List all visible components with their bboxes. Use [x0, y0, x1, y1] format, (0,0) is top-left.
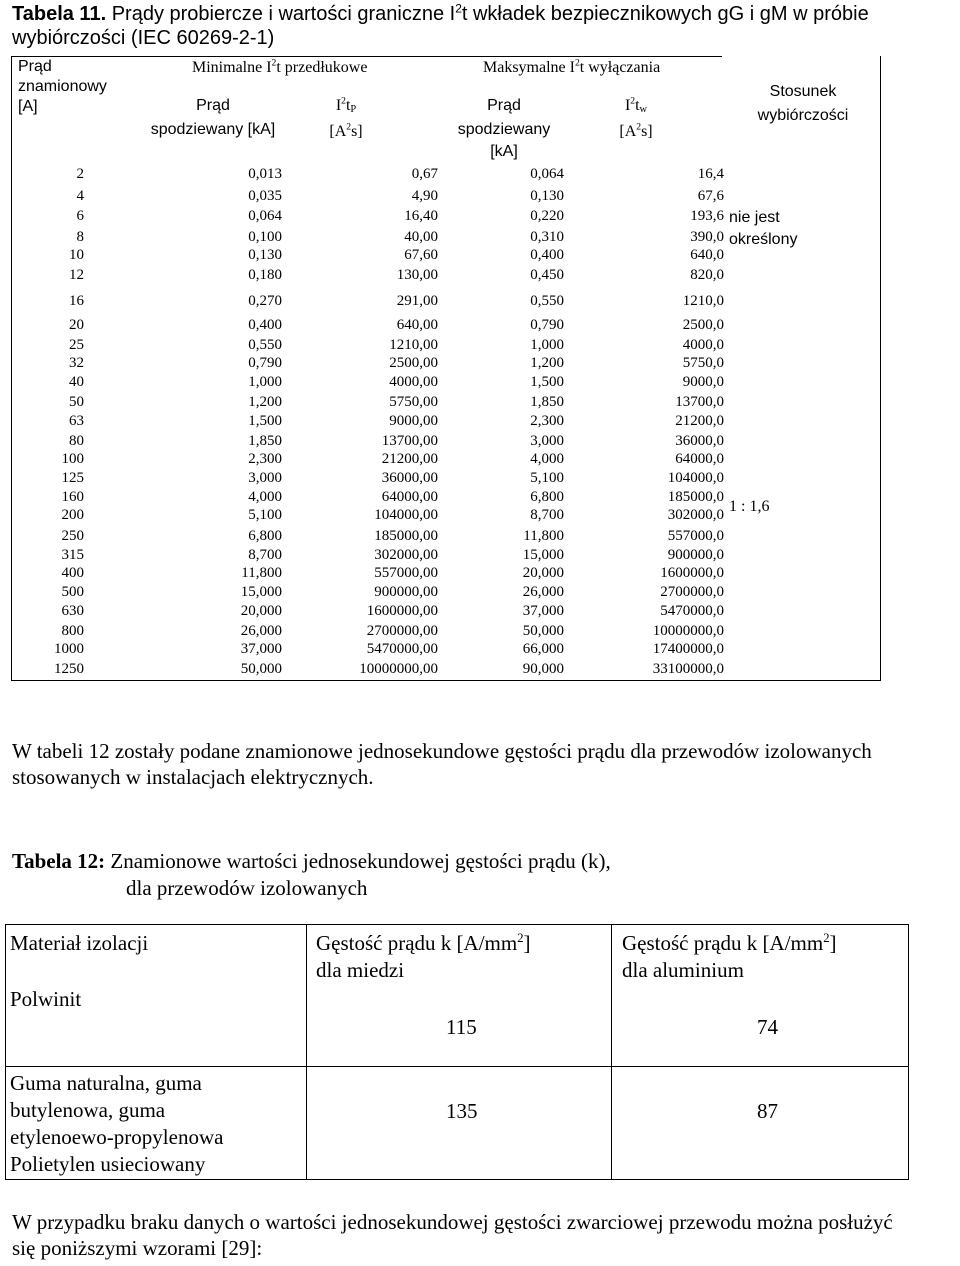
table11-right-border — [880, 56, 881, 681]
prospective-current-operating: 1,850 — [530, 394, 564, 410]
prospective-current-prearc: 0,130 — [248, 247, 282, 263]
i2tp-value: 4000,00 — [389, 374, 438, 390]
table12-bottom-border — [5, 1179, 909, 1180]
header-max-i2t-operating: Maksymalne $I^2t$ wyłączania — [483, 57, 661, 76]
rated-current: 80 — [69, 433, 84, 449]
i2tw-value: 13700,0 — [675, 394, 724, 410]
rated-current: 100 — [61, 451, 84, 467]
table12-header-aluminium: Gęstość prądu k $[A/mm^2]$ dla aluminium — [622, 931, 837, 982]
rated-current: 50 — [69, 394, 84, 410]
table11-caption-label: Tabela 11. — [12, 3, 107, 25]
rated-current: 16 — [69, 293, 84, 309]
i2tw-value: 21200,0 — [675, 413, 724, 429]
i2tw-value: 17400000,0 — [652, 641, 724, 657]
rated-current: 25 — [69, 337, 84, 353]
i2tw-value: 4000,0 — [682, 337, 724, 353]
table12-row-divider — [5, 1066, 909, 1067]
table12-header-copper: Gęstość prądu k $[A/mm^2]$ dla miedzi — [316, 931, 531, 982]
rated-current: 500 — [61, 584, 84, 600]
prospective-current-prearc: 1,200 — [248, 394, 282, 410]
i2tw-value: 10000000,0 — [652, 623, 724, 639]
table12-caption-label: Tabela 12: — [12, 849, 106, 873]
i2tw-value: 64000,0 — [675, 451, 724, 467]
rated-current: 32 — [69, 355, 84, 371]
rated-current: 400 — [61, 565, 84, 581]
i2tw-value: 5750,0 — [682, 355, 724, 371]
table12-col-divider-2 — [611, 924, 612, 1180]
prospective-current-operating: 3,000 — [530, 433, 564, 449]
i2tp-value: 104000,00 — [374, 507, 438, 523]
prospective-current-operating: 1,200 — [530, 355, 564, 371]
rated-current: 315 — [61, 547, 84, 563]
i2tp-value: 302000,00 — [374, 547, 438, 563]
header-rated-current: Prąd znamionowy [A] — [18, 58, 107, 115]
i2tp-value: 0,67 — [411, 166, 438, 182]
prospective-current-operating: 66,000 — [522, 641, 564, 657]
i2tw-value: 302000,0 — [667, 507, 724, 523]
rated-current: 2 — [76, 166, 84, 182]
i2tw-value: 185000,0 — [667, 489, 724, 505]
prospective-current-prearc: 8,700 — [248, 547, 282, 563]
i2tp-value: 16,40 — [404, 208, 438, 224]
i2tw-value: 390,0 — [690, 229, 724, 245]
prospective-current-prearc: 0,180 — [248, 267, 282, 283]
prospective-current-operating: 37,000 — [522, 603, 564, 619]
prospective-current-operating: 5,100 — [530, 470, 564, 486]
prospective-current-prearc: 0,013 — [248, 166, 282, 182]
prospective-current-operating: 0,400 — [530, 247, 564, 263]
rated-current: 160 — [61, 489, 84, 505]
rated-current: 40 — [69, 374, 84, 390]
prospective-current-operating: 0,550 — [530, 293, 564, 309]
rated-current: 8 — [76, 229, 84, 245]
prospective-current-operating: 0,130 — [530, 188, 564, 204]
table12-caption: Tabela 12: Znamionowe wartości jednosekundowej gęstości prądu (k), dla przewodów izolowanych — [12, 849, 611, 900]
i2tw-value: 5470000,0 — [660, 603, 724, 619]
ratio-1-1-6: 1 : 1,6 — [729, 498, 770, 515]
header-selectivity-ratio: Stosunek wybiórczości — [757, 83, 849, 124]
i2tp-value: 640,00 — [396, 317, 438, 333]
prospective-current-operating: 8,700 — [530, 507, 564, 523]
prospective-current-prearc: 4,000 — [248, 489, 282, 505]
i2tp-value: 10000000,00 — [359, 661, 438, 677]
prospective-current-prearc: 0,790 — [248, 355, 282, 371]
prospective-current-operating: 50,000 — [522, 623, 564, 639]
rated-current: 10 — [69, 247, 84, 263]
prospective-current-prearc: 20,000 — [240, 603, 282, 619]
paragraph-1: W tabeli 12 zostały podane znamionowe jednosekundowe gęstości prądu dla przewodów izolowanych stosowanych w instalacjach elektrycznych. — [12, 739, 872, 789]
prospective-current-prearc: 11,800 — [241, 565, 282, 581]
prospective-current-prearc: 0,064 — [248, 208, 282, 224]
table11-left-border — [11, 56, 12, 681]
rated-current: 630 — [61, 603, 84, 619]
prospective-current-operating: 0,064 — [530, 166, 564, 182]
rated-current: 200 — [61, 507, 84, 523]
i2tp-value: 64000,00 — [381, 489, 438, 505]
prospective-current-operating: 1,000 — [530, 337, 564, 353]
prospective-current-prearc: 50,000 — [240, 661, 282, 677]
table12-row1-material: Polwinit — [10, 987, 82, 1011]
prospective-current-prearc: 26,000 — [240, 623, 282, 639]
prospective-current-operating: 0,450 — [530, 267, 564, 283]
i2tw-value: 2700000,0 — [660, 584, 724, 600]
table12-row2-material: Guma naturalna, guma butylenowa, guma etylenoewo-propylenowa Polietylen usieciowany — [10, 1071, 224, 1176]
i2tp-value: 36000,00 — [381, 470, 438, 486]
i2tp-value: 185000,00 — [374, 528, 438, 544]
prospective-current-prearc: 6,800 — [248, 528, 282, 544]
i2tp-value: 67,60 — [404, 247, 438, 263]
header-prospective-current-1: Prąd spodziewany [kA] — [150, 97, 276, 138]
prospective-current-operating: 15,000 — [522, 547, 564, 563]
prospective-current-prearc: 0,400 — [248, 317, 282, 333]
rated-current: 125 — [61, 470, 84, 486]
rated-current: 12 — [69, 267, 84, 283]
rated-current: 20 — [69, 317, 84, 333]
prospective-current-prearc: 3,000 — [248, 470, 282, 486]
table12-left-border — [5, 924, 6, 1180]
header-prospective-current-2: Prąd spodziewany [kA] — [457, 97, 551, 160]
prospective-current-operating: 4,000 — [530, 451, 564, 467]
prospective-current-prearc: 1,000 — [248, 374, 282, 390]
prospective-current-prearc: 1,500 — [248, 413, 282, 429]
prospective-current-operating: 20,000 — [522, 565, 564, 581]
prospective-current-operating: 0,790 — [530, 317, 564, 333]
prospective-current-operating: 0,310 — [530, 229, 564, 245]
table12-col-divider-1 — [306, 924, 307, 1180]
prospective-current-prearc: 0,550 — [248, 337, 282, 353]
rated-current: 6 — [76, 208, 84, 224]
rated-current: 250 — [61, 528, 84, 544]
i2tp-value: 2500,00 — [389, 355, 438, 371]
prospective-current-prearc: 15,000 — [240, 584, 282, 600]
i2tp-value: 291,00 — [396, 293, 438, 309]
i2tp-value: 13700,00 — [381, 433, 438, 449]
i2tp-value: 130,00 — [396, 267, 438, 283]
prospective-current-operating: 2,300 — [530, 413, 564, 429]
rated-current: 1250 — [54, 661, 84, 677]
table12-row2-aluminium: 87 — [757, 1099, 778, 1123]
i2tp-value: 2700000,00 — [366, 623, 438, 639]
i2tw-value: 1210,0 — [682, 293, 724, 309]
i2tw-value: 104000,0 — [667, 470, 724, 486]
i2tw-value: 900000,0 — [667, 547, 724, 563]
header-min-i2t-prearc: Minimalne $I^2t$ przedłukowe — [192, 57, 368, 76]
table12-top-border — [5, 924, 909, 925]
i2tw-value: 33100000,0 — [652, 661, 724, 677]
prospective-current-prearc: 2,300 — [248, 451, 282, 467]
i2tp-value: 5470000,00 — [366, 641, 438, 657]
i2tp-value: 557000,00 — [374, 565, 438, 581]
i2tw-value: 9000,0 — [682, 374, 724, 390]
i2tp-value: 5750,00 — [389, 394, 438, 410]
prospective-current-operating: 11,800 — [523, 528, 564, 544]
table11-bottom-border — [11, 680, 881, 681]
prospective-current-operating: 0,220 — [530, 208, 564, 224]
table11-top-border — [11, 56, 722, 57]
i2tw-value: 67,6 — [697, 188, 724, 204]
header-i2tp: $I^2t_P$ $[A^2s]$ — [329, 95, 363, 140]
i2tp-value: 4,90 — [411, 188, 438, 204]
ratio-not-defined: nie jest określony — [729, 209, 798, 248]
table12-right-border — [908, 924, 909, 1180]
rated-current: 1000 — [54, 641, 84, 657]
i2tp-value: 9000,00 — [389, 413, 438, 429]
i2tp-value: 40,00 — [404, 229, 438, 245]
i2tp-value: 900000,00 — [374, 584, 438, 600]
prospective-current-prearc: 0,100 — [248, 229, 282, 245]
i2tp-value: 1210,00 — [389, 337, 438, 353]
prospective-current-operating: 1,500 — [530, 374, 564, 390]
i2tw-value: 36000,0 — [675, 433, 724, 449]
i2tw-value: 1600000,0 — [660, 565, 724, 581]
paragraph-2: W przypadku braku danych o wartości jednosekundowej gęstości zwarciowej przewodu można posłużyć się poniższymi wzorami [29]: — [12, 1210, 893, 1260]
i2tw-value: 557000,0 — [667, 528, 724, 544]
i2tw-value: 193,6 — [690, 208, 724, 224]
table12-row1-copper: 115 — [446, 1015, 477, 1039]
rated-current: 4 — [76, 188, 84, 204]
prospective-current-prearc: 37,000 — [240, 641, 282, 657]
prospective-current-operating: 26,000 — [522, 584, 564, 600]
prospective-current-prearc: 1,850 — [248, 433, 282, 449]
prospective-current-operating: 6,800 — [530, 489, 564, 505]
prospective-current-prearc: 0,035 — [248, 188, 282, 204]
rated-current: 800 — [61, 623, 84, 639]
prospective-current-operating: 90,000 — [522, 661, 564, 677]
i2tw-value: 820,0 — [690, 267, 724, 283]
header-i2tw: $I^2t_w$ $[A^2s]$ — [619, 95, 653, 140]
table12-header-material: Materiał izolacji — [10, 931, 149, 955]
table12-row2-copper: 135 — [446, 1099, 478, 1123]
i2tw-value: 16,4 — [697, 166, 724, 182]
prospective-current-prearc: 5,100 — [248, 507, 282, 523]
i2tp-value: 21200,00 — [381, 451, 438, 467]
table12-row1-aluminium: 74 — [757, 1015, 778, 1039]
i2tp-value: 1600000,00 — [366, 603, 438, 619]
i2tw-value: 640,0 — [690, 247, 724, 263]
i2tw-value: 2500,0 — [682, 317, 724, 333]
prospective-current-prearc: 0,270 — [248, 293, 282, 309]
table11-caption: Tabela 11. Prądy probiercze i wartości graniczne $I^2t$ wkładek bezpiecznikowych gG i gM w próbie wybiórczości (IEC 60269-2-1) — [12, 1, 869, 49]
rated-current: 63 — [69, 413, 84, 429]
